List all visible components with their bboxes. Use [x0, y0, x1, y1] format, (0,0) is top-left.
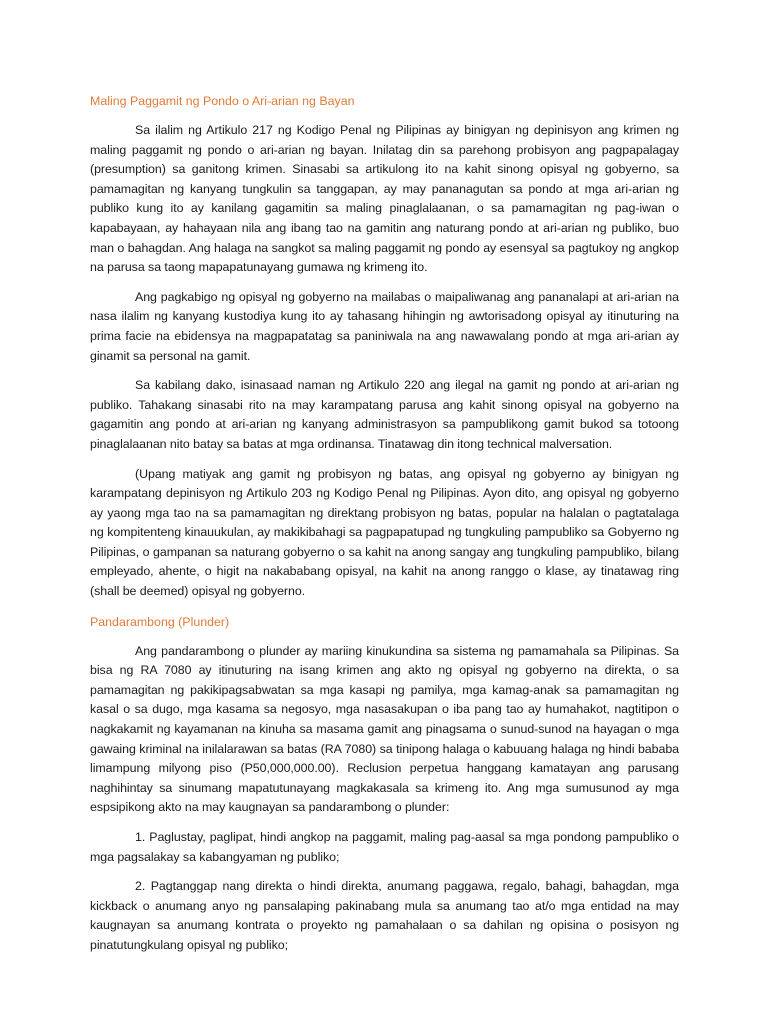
paragraph-article-203: (Upang matiyak ang gamit ng probisyon ng batas, ang opisyal ng gobyerno ay binigyan ng karampatang depinisyon ng Artikulo 203 ng Kodigo Penal ng Pilipinas. Ayon dito, ang opisyal ng gobyerno ay yaong mga tao na sa pamamagitan ng direktang probisyon ng batas, popular na halalan o pagtatalaga ng kompitenteng kinauukulan, ay makikibahagi sa pagpapatupad ng tungkuling pampubliko sa Gobyerno ng Pilipinas, o gampanan sa naturang gobyerno o sa kahit na anong sangay ang tungkuling pampubliko, bilang empleyado, ahente, o higit na nakababang opisyal, na kahit na anong ranggo o klase, ay tinatawag ring (shall be deemed) opisyal ng gobyerno. — [90, 466, 679, 599]
paragraph-article-217: Sa ilalim ng Artikulo 217 ng Kodigo Penal ng Pilipinas ay binigyan ng depinisyon ang krimen ng maling paggamit ng pondo o ari-arian ng bayan. Inilatag din sa parehong probisyon ang pagpapalagay (presumption) sa ganitong krimen. Sinasabi sa artikulong ito na kahit sinong opisyal ng gobyerno, sa pamamagitan ng kanyang tungkulin sa tanggapan, ay may pananagutan sa pondo at mga ari-arian ng publiko kung ito ay kanilang gagamitin sa maling pinaglalaanan, o sa pamamagitan ng pag-iwan o kapabayaan, ay hahayaan nila ang ibang tao na gamitin ang naturang pondo at ari-arian ng publiko, buo man o bahagdan. Ang halaga na sangkot sa maling paggamit ng pondo ay esensyal sa pagtukoy ng angkop na parusa sa taong mapapatunayang gumawa ng krimeng ito. — [90, 123, 679, 275]
list-item-1: 1. Paglustay, paglipat, hindi angkop na paggamit, maling pag-aasal sa mga pondong pampubliko o mga pagsalakay sa kabangyaman ng publiko; — [90, 830, 679, 864]
section-heading-plunder: Pandarambong (Plunder) — [90, 614, 230, 629]
list-item-2: 2. Pagtanggap nang direkta o hindi direkta, anumang paggawa, regalo, bahagi, bahagdan, mga kickback o anumang anyo ng pansalaping pakinabang mula sa anumang tao at/o mga entidad na may kaugnayan sa anumang kontrata o proyekto ng pamahalaan o sa dahilan ng opisina o posisyon ng pinatutungkulang opisyal ng publiko; — [90, 879, 679, 952]
paragraph-prima-facie: Ang pagkabigo ng opisyal ng gobyerno na mailabas o maipaliwanag ang pananalapi at ari-arian na nasa ilalim ng kanyang kustodiya kung ito ay tahasang hihingin ng awtorisadong opisyal ay itinuturing na prima facie na ebidensya na magpapatatag sa paniniwala na ang nawawalang pondo at mga ari-arian ay ginamit sa personal na gamit. — [90, 289, 679, 363]
paragraph-article-220: Sa kabilang dako, isinasaad naman ng Artikulo 220 ang ilegal na gamit ng pondo at ari-arian ng publiko. Tahakang sinasabi rito na may karampatang parusa ang kahit sinong opisyal na gobyerno na gagamitin ang pondo at ari-arian ng kanyang administrasyon sa pampublikong gamit bukod sa totoong pinaglalaanan nito batay sa batas at mga ordinansa. Tinatawag din itong technical malversation. — [90, 378, 679, 451]
document-page — [90, 93, 679, 966]
section-heading-malversation: Maling Paggamit ng Pondo o Ari-arian ng Bayan — [90, 94, 355, 108]
paragraph-ra-7080: Ang pandarambong o plunder ay mariing kinukundina sa sistema ng pamamahala sa Pilipinas. Sa bisa ng RA 7080 ay itinuturing na isang krimen ang akto ng opisyal ng gobyerno na direkta, o sa pamamagitan ng pakikipagsabwatan sa mga kasapi ng pamilya, mga kamag-anak sa pamamagitan ng kasal o sa dugo, mga kasama sa negosyo, mga nasasakupan o iba pang tao ay humahakot, nagtitipon o nagkakamit ng kayamanan na kinuha sa masama gamit ang pinagsama o sunud-sunod na hayagan o mga gawaing kriminal na inilalarawan sa batas (RA 7080) sa tinipong halaga o kabuuang halaga ng hindi bababa limampung milyong piso (P50,000,000.00). Reclusion perpetua hanggang kamatayan ang parusang naghihintay sa sinumang mapatutunayang magkakasala sa krimeng ito. Ang mga sumusunod ay mga espsipikong akto na may kaugnayan sa pandarambong o plunder: — [90, 643, 679, 815]
